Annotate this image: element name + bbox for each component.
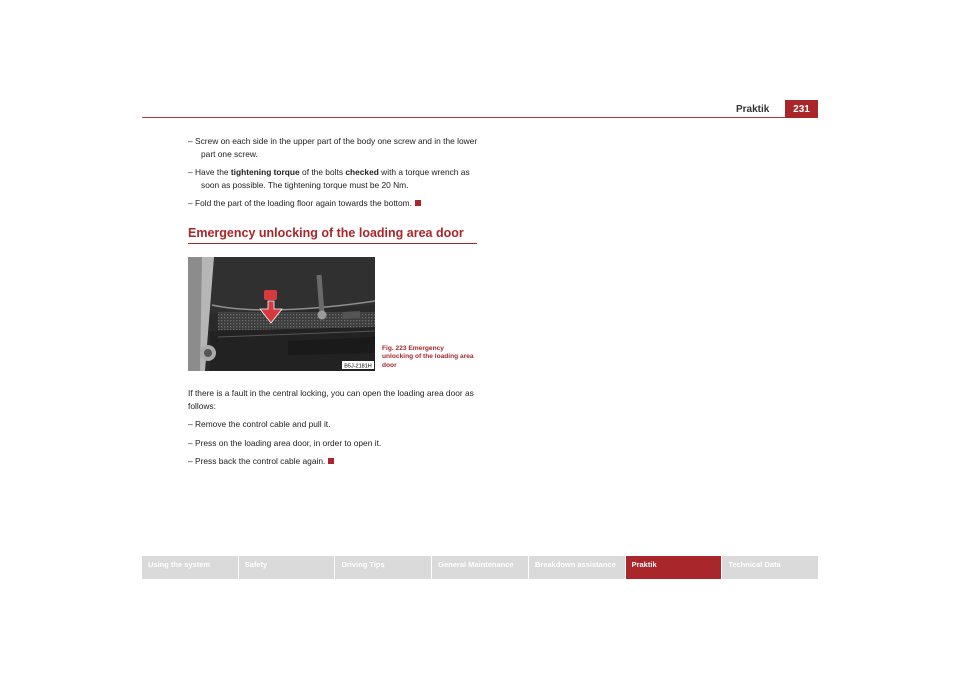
footer-nav — [142, 556, 818, 579]
image-code: B5J-2181H — [344, 363, 372, 370]
section-rule — [188, 243, 477, 244]
step-item: – Fold the part of the loading floor again towards the bottom. — [188, 197, 480, 210]
footer-tab-technical-data[interactable]: Technical Data — [722, 556, 818, 579]
footer-tab-praktik[interactable]: Praktik — [626, 556, 722, 579]
step-item: – Screw on each side in the upper part of the body one screw and in the lower part one screw. — [188, 136, 478, 159]
intro-paragraph: If there is a fault in the central locking, you can open the loading area door as follows: — [188, 388, 474, 411]
page-header-title: Praktik — [736, 104, 770, 115]
section-heading: Emergency unlocking of the loading area door — [188, 226, 464, 240]
step-item: – Have the tightening torque of the bolts checked with a torque wrench as soon as possible. The tightening torque must be 20 Nm. — [188, 167, 470, 190]
header-rule — [142, 117, 818, 118]
step-item: – Press on the loading area door, in order to open it. — [188, 437, 382, 448]
top-steps — [188, 135, 480, 216]
footer-tab-safety[interactable]: Safety — [239, 556, 335, 579]
body-text — [188, 387, 480, 474]
footer-tab-driving-tips[interactable]: Driving Tips — [335, 556, 431, 579]
step-item: – Remove the control cable and pull it. — [188, 419, 331, 430]
figure-emergency-unlocking — [188, 257, 375, 371]
end-of-section-mark — [328, 458, 334, 464]
footer-tab-breakdown-assistance[interactable]: Breakdown assistance — [529, 556, 625, 579]
figure-illustration — [188, 257, 375, 371]
figure-caption: Fig. 223 Emergency unlocking of the loading area door — [382, 345, 474, 369]
footer-tab-general-maintenance[interactable]: General Maintenance — [432, 556, 528, 579]
footer-tab-using-the-system[interactable]: Using the system — [142, 556, 238, 579]
end-of-section-mark — [415, 200, 421, 206]
page-number: 231 — [785, 100, 818, 118]
step-item: – Press back the control cable again. — [188, 455, 480, 468]
